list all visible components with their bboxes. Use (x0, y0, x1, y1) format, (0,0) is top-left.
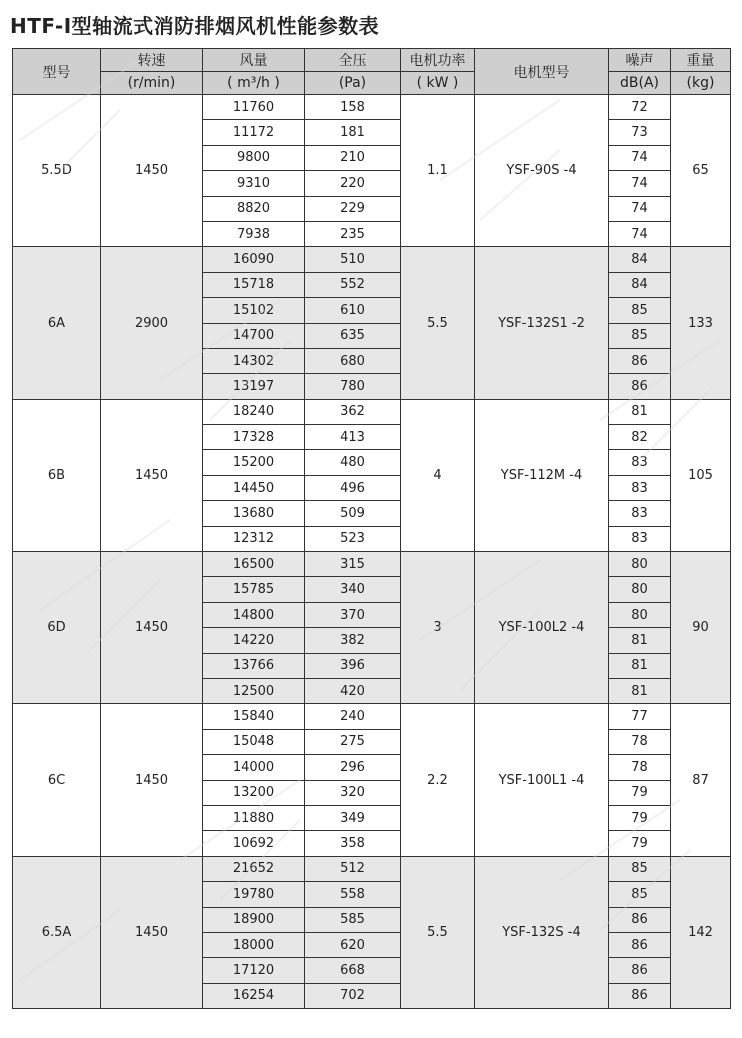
header-speed: 转速 (101, 49, 203, 72)
model-cell: 6.5A (13, 856, 101, 1008)
airflow-cell: 18000 (203, 932, 305, 957)
noise-cell: 83 (609, 475, 671, 500)
header-model: 型号 (13, 49, 101, 95)
model-cell: 6D (13, 552, 101, 704)
noise-cell: 79 (609, 780, 671, 805)
noise-cell: 74 (609, 221, 671, 246)
noise-cell: 73 (609, 120, 671, 145)
airflow-cell: 14700 (203, 323, 305, 348)
motor-cell: YSF-132S -4 (475, 856, 609, 1008)
airflow-cell: 15718 (203, 272, 305, 297)
motor-cell: YSF-100L2 -4 (475, 552, 609, 704)
noise-cell: 84 (609, 272, 671, 297)
noise-cell: 83 (609, 526, 671, 551)
power-cell: 4 (401, 399, 475, 551)
noise-cell: 81 (609, 678, 671, 703)
airflow-cell: 16090 (203, 247, 305, 272)
airflow-cell: 17328 (203, 425, 305, 450)
table-row (13, 552, 731, 577)
noise-cell: 81 (609, 653, 671, 678)
noise-cell: 85 (609, 323, 671, 348)
speed-cell: 1450 (101, 552, 203, 704)
noise-cell: 81 (609, 628, 671, 653)
noise-cell: 80 (609, 602, 671, 627)
power-cell: 1.1 (401, 95, 475, 247)
pressure-cell: 620 (305, 932, 401, 957)
model-cell: 6A (13, 247, 101, 399)
airflow-cell: 14800 (203, 602, 305, 627)
pressure-cell: 610 (305, 298, 401, 323)
speed-cell: 2900 (101, 247, 203, 399)
pressure-cell: 181 (305, 120, 401, 145)
table-row (13, 856, 731, 881)
header-airflow: 风量 (203, 49, 305, 72)
noise-cell: 86 (609, 374, 671, 399)
power-cell: 2.2 (401, 704, 475, 856)
airflow-cell: 21652 (203, 856, 305, 881)
pressure-cell: 558 (305, 882, 401, 907)
noise-cell: 86 (609, 348, 671, 373)
pressure-cell: 240 (305, 704, 401, 729)
table-row (13, 704, 731, 729)
pressure-cell: 523 (305, 526, 401, 551)
pressure-cell: 509 (305, 501, 401, 526)
airflow-cell: 16500 (203, 552, 305, 577)
pressure-cell: 585 (305, 907, 401, 932)
weight-cell: 87 (671, 704, 731, 856)
airflow-cell: 9800 (203, 145, 305, 170)
pressure-cell: 413 (305, 425, 401, 450)
pressure-cell: 315 (305, 552, 401, 577)
pressure-cell: 420 (305, 678, 401, 703)
power-cell: 3 (401, 552, 475, 704)
pressure-cell: 340 (305, 577, 401, 602)
noise-cell: 83 (609, 450, 671, 475)
pressure-cell: 680 (305, 348, 401, 373)
noise-cell: 74 (609, 171, 671, 196)
power-cell: 5.5 (401, 247, 475, 399)
pressure-cell: 480 (305, 450, 401, 475)
page-title: HTF-I型轴流式消防排烟风机性能参数表 (10, 14, 380, 38)
pressure-cell: 496 (305, 475, 401, 500)
pressure-cell: 370 (305, 602, 401, 627)
airflow-cell: 14000 (203, 755, 305, 780)
pressure-cell: 512 (305, 856, 401, 881)
header-unit-row (13, 72, 731, 95)
noise-cell: 85 (609, 856, 671, 881)
airflow-cell: 11760 (203, 95, 305, 120)
airflow-cell: 9310 (203, 171, 305, 196)
noise-cell: 74 (609, 196, 671, 221)
pressure-cell: 320 (305, 780, 401, 805)
weight-cell: 142 (671, 856, 731, 1008)
pressure-cell: 510 (305, 247, 401, 272)
noise-cell: 85 (609, 882, 671, 907)
pressure-cell: 220 (305, 171, 401, 196)
airflow-cell: 19780 (203, 882, 305, 907)
weight-cell: 133 (671, 247, 731, 399)
pressure-cell: 210 (305, 145, 401, 170)
header-noise: 噪声 (609, 49, 671, 72)
airflow-cell: 12312 (203, 526, 305, 551)
airflow-cell: 16254 (203, 983, 305, 1008)
speed-cell: 1450 (101, 856, 203, 1008)
pressure-cell: 382 (305, 628, 401, 653)
pressure-cell: 349 (305, 805, 401, 830)
airflow-cell: 12500 (203, 678, 305, 703)
pressure-cell: 780 (305, 374, 401, 399)
airflow-cell: 18900 (203, 907, 305, 932)
pressure-cell: 275 (305, 729, 401, 754)
noise-cell: 85 (609, 298, 671, 323)
speed-cell: 1450 (101, 704, 203, 856)
airflow-cell: 8820 (203, 196, 305, 221)
motor-cell: YSF-100L1 -4 (475, 704, 609, 856)
model-cell: 6C (13, 704, 101, 856)
pressure-cell: 235 (305, 221, 401, 246)
model-cell: 5.5D (13, 95, 101, 247)
airflow-cell: 7938 (203, 221, 305, 246)
noise-cell: 83 (609, 501, 671, 526)
table-body (13, 95, 731, 1009)
power-cell: 5.5 (401, 856, 475, 1008)
airflow-cell: 15785 (203, 577, 305, 602)
airflow-cell: 13766 (203, 653, 305, 678)
motor-cell: YSF-112M -4 (475, 399, 609, 551)
pressure-cell: 635 (305, 323, 401, 348)
pressure-cell: 362 (305, 399, 401, 424)
airflow-cell: 15200 (203, 450, 305, 475)
header-airflow-unit: ( m³/h ) (203, 72, 305, 95)
airflow-cell: 18240 (203, 399, 305, 424)
weight-cell: 105 (671, 399, 731, 551)
motor-cell: YSF-90S -4 (475, 95, 609, 247)
airflow-cell: 13680 (203, 501, 305, 526)
noise-cell: 86 (609, 932, 671, 957)
noise-cell: 81 (609, 399, 671, 424)
header-weight: 重量 (671, 49, 731, 72)
pressure-cell: 229 (305, 196, 401, 221)
noise-cell: 82 (609, 425, 671, 450)
performance-table (12, 48, 731, 1009)
weight-cell: 90 (671, 552, 731, 704)
airflow-cell: 15048 (203, 729, 305, 754)
table-row (13, 247, 731, 272)
airflow-cell: 15102 (203, 298, 305, 323)
speed-cell: 1450 (101, 399, 203, 551)
noise-cell: 86 (609, 907, 671, 932)
pressure-cell: 396 (305, 653, 401, 678)
header-pressure: 全压 (305, 49, 401, 72)
noise-cell: 77 (609, 704, 671, 729)
table-row (13, 399, 731, 424)
noise-cell: 78 (609, 729, 671, 754)
airflow-cell: 11172 (203, 120, 305, 145)
weight-cell: 65 (671, 95, 731, 247)
airflow-cell: 14220 (203, 628, 305, 653)
pressure-cell: 668 (305, 958, 401, 983)
speed-cell: 1450 (101, 95, 203, 247)
pressure-cell: 296 (305, 755, 401, 780)
header-speed-unit: (r/min) (101, 72, 203, 95)
noise-cell: 84 (609, 247, 671, 272)
noise-cell: 80 (609, 577, 671, 602)
header-weight-unit: (kg) (671, 72, 731, 95)
header-noise-unit: dB(A) (609, 72, 671, 95)
pressure-cell: 702 (305, 983, 401, 1008)
pressure-cell: 552 (305, 272, 401, 297)
header-power: 电机功率 (401, 49, 475, 72)
airflow-cell: 14450 (203, 475, 305, 500)
motor-cell: YSF-132S1 -2 (475, 247, 609, 399)
airflow-cell: 10692 (203, 831, 305, 856)
noise-cell: 72 (609, 95, 671, 120)
header-motor: 电机型号 (475, 49, 609, 95)
table-row (13, 95, 731, 120)
header-pressure-unit: (Pa) (305, 72, 401, 95)
airflow-cell: 15840 (203, 704, 305, 729)
airflow-cell: 11880 (203, 805, 305, 830)
noise-cell: 74 (609, 145, 671, 170)
pressure-cell: 158 (305, 95, 401, 120)
header-power-unit: ( kW ) (401, 72, 475, 95)
noise-cell: 80 (609, 552, 671, 577)
noise-cell: 79 (609, 805, 671, 830)
noise-cell: 79 (609, 831, 671, 856)
pressure-cell: 358 (305, 831, 401, 856)
airflow-cell: 17120 (203, 958, 305, 983)
noise-cell: 86 (609, 983, 671, 1008)
noise-cell: 86 (609, 958, 671, 983)
airflow-cell: 13200 (203, 780, 305, 805)
model-cell: 6B (13, 399, 101, 551)
airflow-cell: 13197 (203, 374, 305, 399)
header-row (13, 49, 731, 72)
noise-cell: 78 (609, 755, 671, 780)
airflow-cell: 14302 (203, 348, 305, 373)
